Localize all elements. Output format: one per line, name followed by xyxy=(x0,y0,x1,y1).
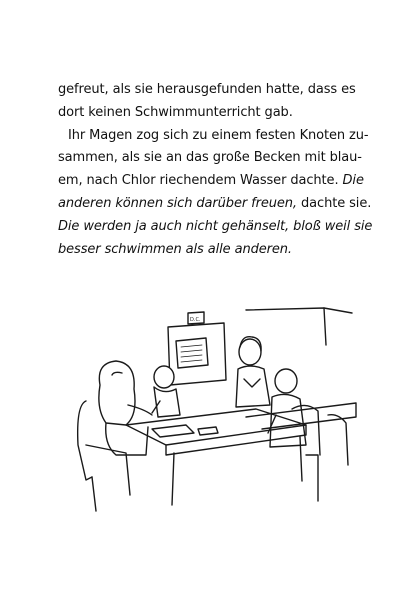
text-segment: dort keinen Schwimmunterricht gab. xyxy=(58,104,293,120)
italic-text-segment: Die werden ja auch nicht gehänselt, bloß weil sie xyxy=(58,218,373,234)
girl-figure xyxy=(99,361,152,455)
text-line xyxy=(58,216,376,239)
text-line xyxy=(58,170,376,193)
sign-label: D.C. xyxy=(190,317,201,323)
text-segment: dachte sie. xyxy=(296,195,372,211)
italic-text-segment: besser schwimmen als alle anderen. xyxy=(58,241,292,257)
text-line xyxy=(58,125,376,148)
text-segment: Ihr Magen zog sich zu einem festen Knoten zu- xyxy=(68,127,369,143)
text-segment: sammen, als sie an das große Becken mit blau- xyxy=(58,150,362,166)
teacher-figure xyxy=(236,337,270,407)
child-figure xyxy=(152,366,180,417)
text-line xyxy=(58,79,376,102)
body-text xyxy=(58,79,376,261)
wall-sign xyxy=(188,312,204,324)
classroom-illustration xyxy=(56,305,360,523)
classroom-desks xyxy=(126,403,356,505)
wall-poster xyxy=(176,338,208,368)
text-line xyxy=(58,147,376,170)
italic-text-segment: anderen können sich darüber freuen, xyxy=(58,195,297,211)
text-line xyxy=(58,239,376,262)
classroom-chairs xyxy=(78,401,348,511)
text-segment: gefreut, als sie herausgefunden hatte, dass es xyxy=(58,82,356,97)
text-segment: em, nach Chlor riechendem Wasser dachte. xyxy=(58,173,343,189)
italic-text-segment: Die xyxy=(342,173,364,189)
text-line xyxy=(58,102,376,125)
text-line xyxy=(58,193,376,216)
